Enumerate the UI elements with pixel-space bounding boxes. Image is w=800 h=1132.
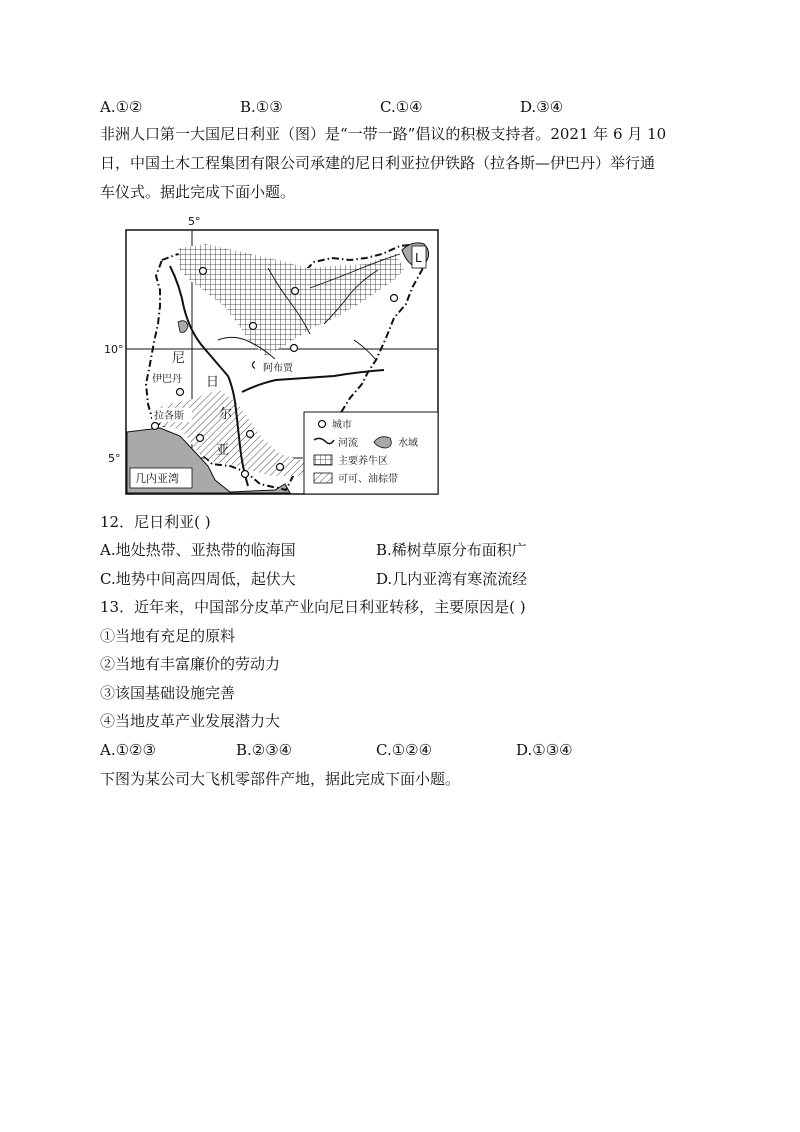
q12-option-a: A.地处热带、亚热带的临海国 bbox=[100, 541, 296, 559]
legend-river-label: 河流 bbox=[338, 438, 358, 449]
nigeria-map bbox=[100, 214, 440, 498]
legend-city-label: 城市 bbox=[332, 420, 352, 431]
intro-line-1: 非洲人口第一大国尼日利亚（图）是“一带一路”倡议的积极支持者。2021 年 6 月 10 bbox=[100, 125, 667, 143]
intro-line-2: 日，中国土木工程集团有限公司承建的尼日利亚拉伊铁路（拉各斯—伊巴丹）举行通 bbox=[100, 154, 656, 172]
next-intro: 下图为某公司大飞机零部件产地，据此完成下面小题。 bbox=[100, 770, 461, 788]
city-marker bbox=[250, 323, 257, 330]
country-char-3: 尔 bbox=[219, 407, 233, 422]
q12-option-c: C.地势中间高四周低，起伏大 bbox=[100, 570, 296, 588]
q11-option-b: B.①③ bbox=[240, 98, 283, 116]
intro-line-3: 车仪式。据此完成下面小题。 bbox=[100, 183, 296, 201]
city-marker bbox=[277, 464, 284, 471]
city-marker bbox=[242, 471, 249, 478]
city-marker bbox=[197, 435, 204, 442]
legend-cattle-symbol bbox=[314, 455, 332, 465]
q13-item-3: ③该国基础设施完善 bbox=[100, 684, 236, 702]
country-char-2: 日 bbox=[206, 375, 220, 390]
legend-cattle-label: 主要养牛区 bbox=[338, 456, 388, 467]
lagos-marker bbox=[152, 423, 159, 430]
country-char-1: 尼 bbox=[172, 351, 186, 366]
legend-cocoa-symbol bbox=[314, 473, 332, 483]
q13-option-d: D.①③④ bbox=[516, 741, 573, 759]
lat-label-5: 5° bbox=[108, 452, 121, 465]
q13-item-4: ④当地皮革产业发展潜力大 bbox=[100, 712, 281, 730]
q13-item-2: ②当地有丰富廉价的劳动力 bbox=[100, 655, 281, 673]
q12-option-b: B.稀树草原分布面积广 bbox=[376, 541, 527, 559]
q11-option-d: D.③④ bbox=[520, 98, 564, 116]
q13-option-a: A.①②③ bbox=[100, 741, 156, 759]
lat-label-10: 10° bbox=[104, 343, 124, 356]
q12-option-d: D.几内亚湾有寒流流经 bbox=[376, 570, 528, 588]
q13-stem: 13．近年来，中国部分皮革产业向尼日利亚转移，主要原因是( ) bbox=[100, 598, 526, 616]
ibadan-label: 伊巴丹 bbox=[152, 374, 182, 385]
q13-option-b: B.②③④ bbox=[236, 741, 293, 759]
lake-label: L bbox=[415, 251, 422, 265]
q11-option-c: C.①④ bbox=[380, 98, 423, 116]
q13-option-c: C.①②④ bbox=[376, 741, 433, 759]
gulf-label: 几内亚湾 bbox=[135, 472, 179, 485]
q12-stem: 12．尼日利亚( ) bbox=[100, 513, 211, 531]
q13-item-1: ①当地有充足的原料 bbox=[100, 627, 236, 645]
lagos-label: 拉各斯 bbox=[154, 411, 184, 422]
abuja-label: 阿布贾 bbox=[263, 363, 293, 374]
ibadan-marker bbox=[177, 389, 184, 396]
city-marker bbox=[200, 268, 207, 275]
country-char-4: 亚 bbox=[216, 443, 230, 458]
city-marker bbox=[247, 431, 254, 438]
legend-water-label: 水域 bbox=[398, 438, 418, 449]
lon-label: 5° bbox=[188, 215, 201, 228]
city-marker bbox=[391, 295, 398, 302]
legend-cocoa-label: 可可、油棕带 bbox=[338, 474, 398, 485]
q11-option-a: A.①② bbox=[100, 98, 143, 116]
city-marker bbox=[291, 345, 298, 352]
city-marker bbox=[292, 288, 299, 295]
legend-city-symbol bbox=[319, 421, 326, 428]
